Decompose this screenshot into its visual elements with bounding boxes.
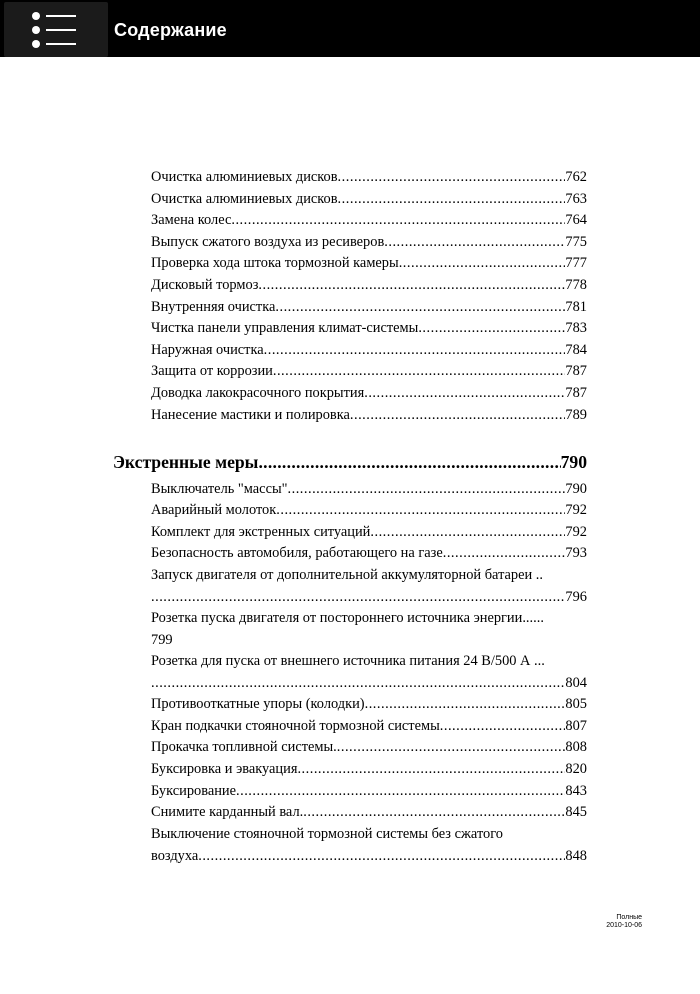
- toc-entry[interactable]: [151, 824, 587, 867]
- toc-entry-page: 778: [565, 277, 587, 293]
- toc-entry-title: Выключение стояночной тормозной системы без сжатого: [151, 826, 503, 842]
- toc-entry-page: 792: [565, 524, 587, 540]
- toc-entry[interactable]: [151, 210, 587, 232]
- toc-entry-page: 790: [565, 481, 587, 497]
- toc-entry-title-continued: воздуха: [151, 847, 199, 864]
- toc-entry[interactable]: [151, 522, 587, 544]
- toc-entry[interactable]: [151, 167, 587, 189]
- toc-entry[interactable]: [151, 565, 587, 608]
- toc-entry-title: Розетка пуска двигателя от постороннего источника энергии......: [151, 610, 544, 626]
- toc-entry[interactable]: [151, 232, 587, 254]
- toc-entry-page: 808: [565, 739, 587, 755]
- toc-entry-page: 789: [565, 407, 587, 423]
- toc-entry-title: Доводка лакокрасочного покрытия: [151, 385, 365, 401]
- toc-entry-page: 784: [565, 342, 587, 358]
- toc-entry[interactable]: [151, 383, 587, 405]
- toc-entry-title: Розетка для пуска от внешнего источника питания 24 В/500 А ...: [151, 653, 545, 669]
- toc-entry-page: 804: [565, 674, 587, 691]
- toc-entry[interactable]: [151, 781, 587, 803]
- toc-entry[interactable]: [151, 405, 587, 427]
- toc-entry-title: Нанесение мастики и полировка: [151, 407, 350, 423]
- toc-entry-title: Кран подкачки стояночной тормозной системы: [151, 718, 440, 734]
- toc-entry-page: 807: [565, 718, 587, 734]
- toc-entry-title: Буксирование: [151, 783, 236, 799]
- toc-entry[interactable]: [151, 275, 587, 297]
- toc-entry[interactable]: [151, 737, 587, 759]
- toc-entry-title: Проверка хода штока тормозной камеры: [151, 255, 399, 271]
- toc-entry[interactable]: [151, 479, 587, 501]
- toc-entry[interactable]: [151, 340, 587, 362]
- toc-entry[interactable]: [151, 802, 587, 824]
- toc-entry-title: Снимите карданный вал.: [151, 804, 304, 820]
- toc-entry-title: Наружная очистка: [151, 342, 264, 358]
- toc-entry[interactable]: [151, 759, 587, 781]
- toc-entry-page: 796: [565, 588, 587, 605]
- toc-entry-title: Прокачка топливной системы.: [151, 739, 337, 755]
- toc-section-heading[interactable]: [113, 451, 587, 473]
- toc-entry-page: 787: [565, 385, 587, 401]
- toc-entry-page: 783: [565, 320, 587, 336]
- toc-entry-page: 793: [565, 545, 587, 561]
- toc-entry-page: 799: [151, 631, 173, 648]
- toc-entry[interactable]: [151, 189, 587, 211]
- contents-menu-button[interactable]: [4, 2, 108, 57]
- top-bar: [0, 0, 700, 57]
- toc-entry-page: 762: [565, 169, 587, 185]
- toc-entry[interactable]: [151, 608, 587, 651]
- toc-entry[interactable]: [151, 297, 587, 319]
- toc-entry-page: 805: [565, 696, 587, 712]
- toc-entry-title: Замена колес: [151, 212, 232, 228]
- footer-date: 2010-10-06: [606, 922, 642, 929]
- toc-section-page: 790: [560, 452, 587, 472]
- toc-entry[interactable]: [151, 500, 587, 522]
- toc-entry-page: 777: [565, 255, 587, 271]
- toc-entry-title: Защита от коррозии: [151, 363, 273, 379]
- toc-entry-title: Аварийный молоток: [151, 502, 277, 518]
- toc-entry-page: 775: [565, 234, 587, 250]
- toc-entry-title: Выключатель "массы": [151, 481, 288, 497]
- toc-entry-page: 848: [565, 847, 587, 864]
- toc-entry[interactable]: [151, 543, 587, 565]
- toc-entry[interactable]: [151, 361, 587, 383]
- toc-entry[interactable]: [151, 694, 587, 716]
- toc-entry-title: Буксировка и эвакуация: [151, 761, 298, 777]
- toc-entry-title: Дисковый тормоз: [151, 277, 259, 293]
- toc-entry-title: Очистка алюминиевых дисков: [151, 169, 338, 185]
- toc-entry-title: Выпуск сжатого воздуха из ресиверов: [151, 234, 385, 250]
- toc-entry-page: 845: [565, 804, 587, 820]
- page-title: Содержание: [114, 20, 227, 40]
- toc-entry-title: Запуск двигателя от дополнительной аккумуляторной батареи ..: [151, 567, 543, 583]
- page-footer: [606, 914, 642, 930]
- toc-entry[interactable]: [151, 253, 587, 275]
- toc-section-title: Экстренные меры: [113, 452, 259, 472]
- toc-entry-page: 843: [565, 783, 587, 799]
- toc-entry-title: Комплект для экстренных ситуаций: [151, 524, 371, 540]
- toc-entry-page: 787: [565, 363, 587, 379]
- toc-entry-page: 820: [565, 761, 587, 777]
- toc-entry-page: 764: [565, 212, 587, 228]
- toc-entry-title: Противооткатные упоры (колодки): [151, 696, 365, 712]
- toc-entry[interactable]: [151, 318, 587, 340]
- toc-entry-title: Очистка алюминиевых дисков: [151, 191, 338, 207]
- toc-entry[interactable]: [151, 651, 587, 694]
- toc-entry-page: 781: [565, 299, 587, 315]
- footer-status: Полные: [616, 914, 642, 921]
- toc-entry-title: Безопасность автомобиля, работающего на газе: [151, 545, 443, 561]
- list-menu-icon: [32, 12, 80, 48]
- toc-entry-title: Внутренняя очистка: [151, 299, 276, 315]
- toc-entry-page: 763: [565, 191, 587, 207]
- toc-entry-title: Чистка панели управления климат-системы: [151, 320, 419, 336]
- toc-entry[interactable]: [151, 716, 587, 738]
- toc-entry-page: 792: [565, 502, 587, 518]
